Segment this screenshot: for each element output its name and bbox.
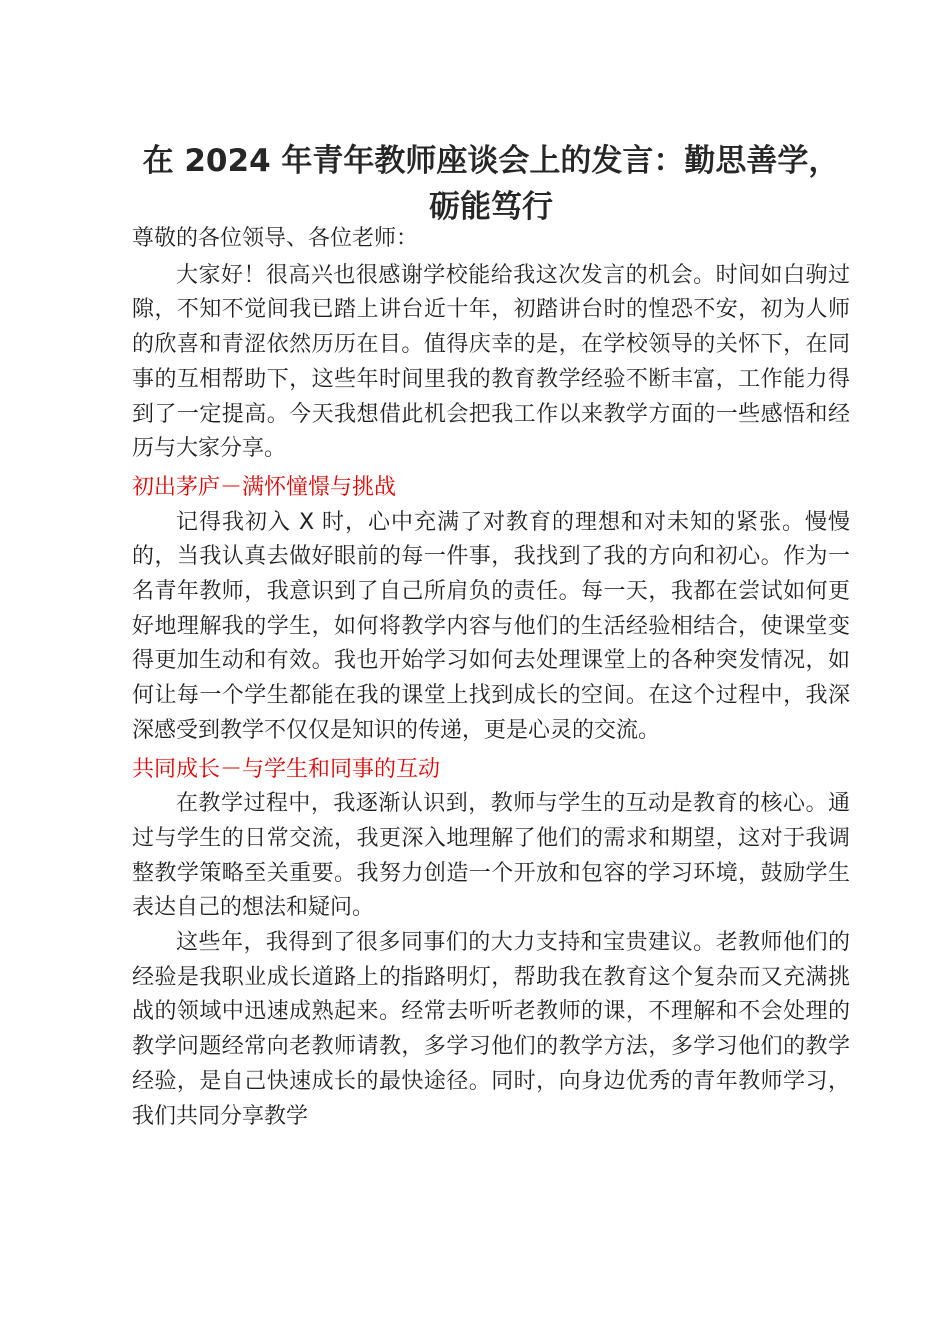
paragraph-section-1: 记得我初入 X 时，心中充满了对教育的理想和对未知的紧张。慢慢的，当我认真去做好眼前的每一件事，我找到了我的方向和初心。作为一名青年教师，我意识到了自己所肩负的责任。每一天，我都在尝试如何更好地理解我的学生，如何将教学内容与他们的生活经验相结合，使课堂变得更加生动和有效。我也开始学习如何去处理课堂上的各种突发情况，如何让每一个学生都能在我的课堂上找到成长的空间。在这个过程中，我深深感受到教学不仅仅是知识的传递，更是心灵的交流。 [132,509,850,743]
document-title: 在 2024 年青年教师座谈会上的发言：勤思善学，砺能笃行 [142,143,840,225]
paragraph-section-2-a: 在教学过程中，我逐渐认识到，教师与学生的互动是教育的核心。通过与学生的日常交流，我更深入地理解了他们的需求和期望，这对于我调整教学策略至关重要。我努力创造一个开放和包容的学习环境，鼓励学生表达自己的想法和疑问。 [132,791,850,921]
paragraph-section-2-b: 这些年，我得到了很多同事们的大力支持和宝贵建议。老教师他们的经验是我职业成长道路上的指路明灯，帮助我在教育这个复杂而又充满挑战的领域中迅速成熟起来。经常去听听老教师的课，不理解和不会处理的教学问题经常向老教师请教，多学习他们的教学方法，多学习他们的教学经验，是自己快速成长的最快途径。同时，向身边优秀的青年教师学习，我们共同分享教学 [132,930,850,1129]
section-heading-2: 共同成长－与学生和同事的互动 [132,756,441,782]
section-heading-1: 初出茅庐－满怀憧憬与挑战 [132,474,397,500]
paragraph-intro: 大家好！很高兴也很感谢学校能给我这次发言的机会。时间如白驹过隙，不知不觉间我已踏上讲台近十年，初踏讲台时的惶恐不安，初为人师的欣喜和青涩依然历历在目。值得庆幸的是，在学校领导的关怀下，在同事的互相帮助下，这些年时间里我的教育教学经验不断丰富，工作能力得到了一定提高。今天我想借此机会把我工作以来教学方面的一些感悟和经历与大家分享。 [132,262,850,462]
document-body [132,222,850,1134]
salutation: 尊敬的各位领导、各位老师： [132,226,419,251]
